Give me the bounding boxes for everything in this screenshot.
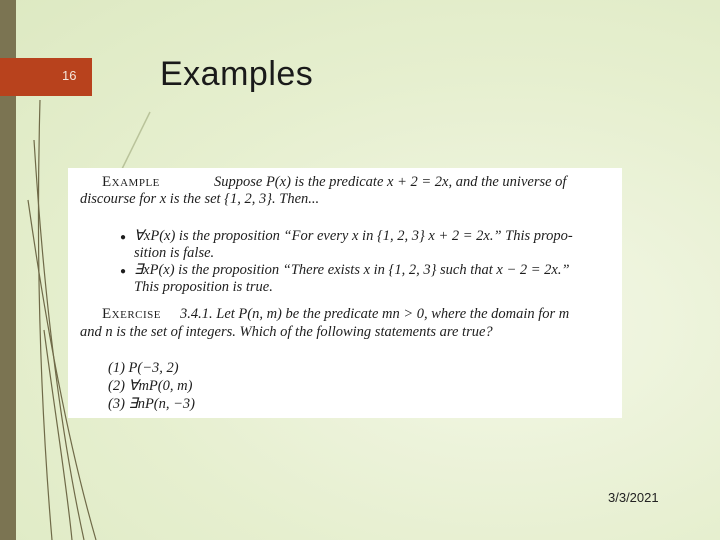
exercise-item-1: (1) P(−3, 2) [108,360,179,376]
slide-date: 3/3/2021 [608,490,659,505]
textbook-excerpt-image [68,168,622,418]
bullet-2-line-1: ∃xP(x) is the proposition “There exists x in {1, 2, 3} such that x − 2 = 2x.” [134,262,570,278]
bullet-2-glyph: ● [120,266,127,277]
exercise-item-3: (3) ∃nP(n, −3) [108,396,195,412]
bullet-1-line-2: sition is false. [134,245,215,261]
exercise-item-2: (2) ∀mP(0, m) [108,378,193,394]
example-line-2: discourse for x is the set {1, 2, 3}. Then... [80,191,320,207]
exercise-line-1: 3.4.1. Let P(n, m) be the predicate mn > 0, where the domain for m [180,306,570,322]
exercise-line-2: and n is the set of integers. Which of the following statements are true? [80,324,493,340]
slide-number-tab [0,58,92,96]
slide-number: 16 [62,68,77,83]
exercise-label: Exercise [102,306,161,322]
bullet-2-line-2: This proposition is true. [134,279,273,295]
slide-title: Examples [160,55,314,93]
bullet-1-glyph: ● [120,232,127,243]
bullet-1-line-1: ∀xP(x) is the proposition “For every x in {1, 2, 3} x + 2 = 2x.” This propo- [134,228,573,244]
example-label: Example [102,174,160,190]
example-line-1: Suppose P(x) is the predicate x + 2 = 2x, and the universe of [214,174,567,190]
